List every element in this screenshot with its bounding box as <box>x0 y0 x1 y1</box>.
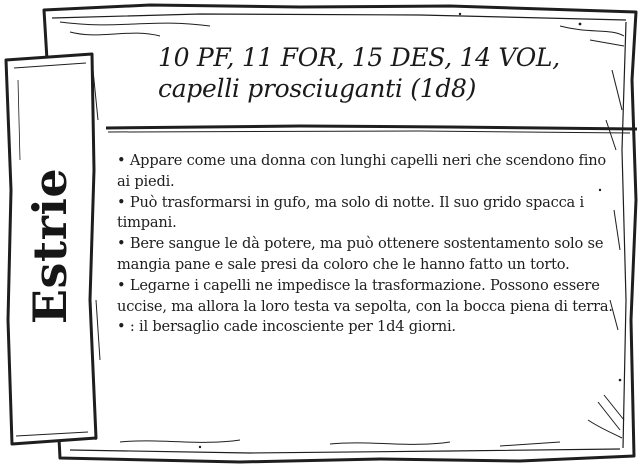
card-title-container <box>14 56 86 436</box>
stat-block <box>158 42 628 104</box>
bullet-3: • Bere sangue le dà potere, ma può ottenere sostentamento solo se mangia pane e sale presi da coloro che le hanno fatto un torto. <box>117 235 604 273</box>
bullet-2: • Può trasformarsi in gufo, ma solo di notte. Il suo grido spacca i timpani. <box>117 193 584 232</box>
card-title: Estrie <box>23 167 77 325</box>
bullet-4: • Legarne i capelli ne impedisce la trasformazione. Possono essere uccise, ma allora la loro testa va sepolta, con la bocca piena di terra. <box>117 276 613 315</box>
bullet-1: • Appare come una donna con lunghi capelli neri che scendono fino ai piedi. <box>117 152 606 190</box>
description <box>117 151 622 338</box>
bullet-5: • : il bersaglio cade incosciente per 1d4 giorni. <box>117 318 456 336</box>
stat-line-2: capelli prosciuganti (1d8) <box>158 74 477 103</box>
stat-line-1: 10 PF, 11 FOR, 15 DES, 14 VOL, <box>158 43 560 72</box>
